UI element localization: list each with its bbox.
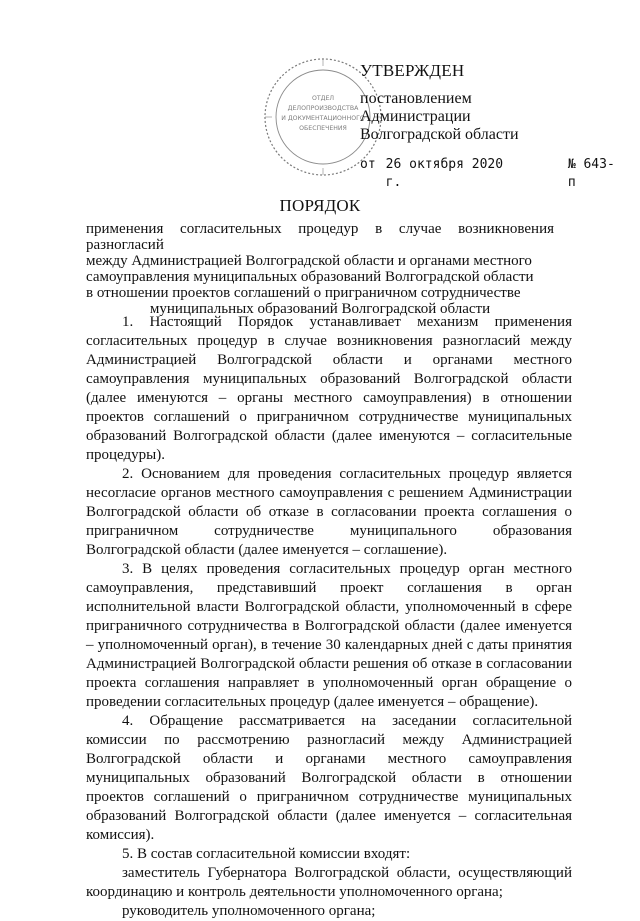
approval-block — [360, 62, 620, 192]
approval-date-value: 26 октября 2020 г. — [385, 157, 504, 190]
seal-line-4: ОБЕСПЕЧЕНИЯ — [299, 125, 347, 132]
document-body — [86, 313, 572, 921]
approval-date-prefix: от — [360, 157, 376, 172]
subheading-line-5: муниципальных образований Волгоградской области — [149, 301, 491, 317]
paragraph-1: 1. Настоящий Порядок устанавливает механизм применения согласительных процедур в случае возникновения разногласий между Администрацией Волгоградской области и органами местного самоуправления муниципальных образований Волгоградской области (далее именуются – органы местного самоуправления) в отношении проектов соглашений о приграничном сотрудничестве муниципальных образований Волгоградской области (далее именуются – согласительные процедуры). — [86, 314, 572, 463]
paragraph-4: 4. Обращение рассматривается на заседании согласительной комиссии по рассмотрению разногласий между Администрацией Волгоградской области и органами местного самоуправления муниципальных образований Волгоградской области в отношении проектов соглашений о приграничном сотрудничестве муниципальных образований Волгоградской области (далее именуется – согласительная комиссия). — [86, 713, 572, 843]
approval-line-3: Волгоградской области — [360, 126, 519, 143]
approval-number: № 643-п — [567, 157, 615, 190]
approval-date-row — [360, 156, 620, 192]
paragraph-2: 2. Основанием для проведения согласительных процедур является несогласие органов местного самоуправления с решением Администрации Волгоградской области об отказе в согласовании проекта соглашения о приграничном сотрудничестве муниципального образования Волгоградской области (далее именуется – соглашение). — [86, 466, 572, 558]
approval-line-1: постановлением — [360, 90, 472, 107]
subheading-line-2: между Администрацией Волгоградской области и органами местного — [86, 253, 532, 269]
document-heading: ПОРЯДОК — [279, 196, 361, 215]
subheading-line-4: в отношении проектов соглашений о приграничном сотрудничестве — [86, 285, 521, 301]
approval-line-2: Администрации — [360, 108, 471, 125]
seal-line-2: ДЕЛОПРОИЗВОДСТВА — [287, 105, 359, 112]
subheading-line-3: самоуправления муниципальных образований Волгоградской области — [86, 269, 534, 285]
member-1: заместитель Губернатора Волгоградской области, осуществляющий координацию и контроль деятельности уполномоченного органа; — [86, 865, 572, 900]
member-2: руководитель уполномоченного органа; — [122, 903, 376, 919]
paragraph-3: 3. В целях проведения согласительных процедур орган местного самоуправления, представивший проект соглашения в орган исполнительной власти Волгоградской области, уполномоченный в сфере приграничного сотрудничества в Волгоградской области (далее именуется – уполномоченный орган), в течение 30 календарных дней с даты принятия Администрацией Волгоградской области решения об отказе в согласовании проекта соглашения направляет в уполномоченный орган обращение о проведении согласительных процедур (далее именуется – обращение). — [86, 561, 572, 710]
seal-line-3: И ДОКУМЕНТАЦИОННОГО — [281, 115, 365, 122]
seal-line-1: ОТДЕЛ — [311, 95, 335, 102]
approval-title: УТВЕРЖДЕН — [360, 61, 465, 80]
subheading-line-1: применения согласительных процедур в случае возникновения разногласий — [86, 221, 554, 253]
document-subheading — [86, 221, 554, 317]
paragraph-5: 5. В состав согласительной комиссии входят: — [122, 846, 411, 862]
